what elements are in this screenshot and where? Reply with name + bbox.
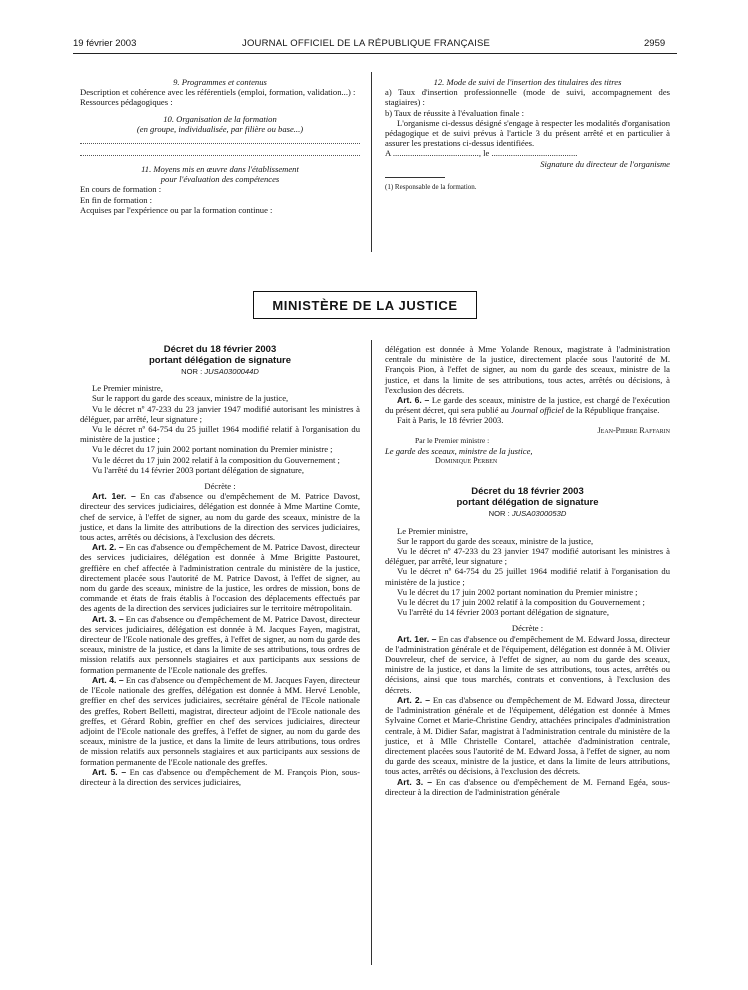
decree-1-article-4: Art. 4. – En cas d'absence ou d'empêchement de M. Jacques Fayen, directeur de l'Ecole nationale des greffes, délégation est donnée à MM. Hervé Lenoble, greffier en chef des services judiciaires, secrétaire général de l'Ecole nationale des greffes, Robert Belletti, magistrat, directeur adjoint de l'Ecole nationale des greffes, et Gérard Robin, greffier en chef des services judiciaires, directeur adjoint de l'Ecole nationale des greffes, à l'effet de signer, au nom du garde des sceaux, ministre de la justice, et dans la limite de leurs attributions, tous ordres de mission relatifs aux personnels stagiaires et aux participants aux sessions de formation permanente de l'Ecole nationale des greffes. [80,674,360,767]
dotted-line [80,146,360,156]
section-9-title: 9. Programmes et contenus [173,77,267,87]
decree-1-article-5: Art. 5. – En cas d'absence ou d'empêchement de M. François Pion, sous-directeur à la direction des services judiciaires, [80,766,360,787]
decree-2-para: Vu le décret du 17 juin 2002 portant nomination du Premier ministre ; [397,586,638,597]
section-11-title: 11. Moyens mis en œuvre dans l'établissement [141,164,299,175]
decree-2-title: Décret du 18 février 2003 [471,486,584,498]
section-11-subtitle: pour l'évaluation des compétences [160,174,280,185]
header-date: 19 février 2003 [73,38,137,49]
ministry-heading: MINISTÈRE DE LA JUSTICE [272,297,458,313]
decree-1-fait: Fait à Paris, le 18 février 2003. [397,415,504,426]
decree-1-nor: NOR : JUSA0300044D [181,367,259,376]
section-12-item-a: a) Taux d'insertion professionnelle (mode de suivi, accompagnement des stagiaires) : [385,87,670,108]
decree-1-para: Vu le décret du 17 juin 2002 portant nomination du Premier ministre ; [92,444,333,455]
place-date-line: A ........................................, le ........................................ [385,148,578,159]
decree-2-column [385,344,670,797]
section-11-line-2: En fin de formation : [80,194,153,205]
decree-1-decrete: Décrète : [204,481,236,492]
decree-1-title: Décret du 18 février 2003 [163,344,277,355]
decree-1-para: Le Premier ministre, [92,383,163,394]
decree-2-para: Le Premier ministre, [397,525,468,536]
decree-1-para: Sur le rapport du garde des sceaux, ministre de la justice, [92,393,289,404]
decree-1-signer: Jean-Pierre Raffarin [597,425,670,435]
decree-1-article-3: Art. 3. – En cas d'absence ou d'empêchement de M. Patrice Davost, directeur des services judiciaires, délégation est donnée à M. Jacques Fayen, magistrat, directeur de l'Ecole nationale des greffes, à l'effet de signer, au nom du garde des sceaux, ministre de la justice, et dans la limite de ses attributions, tous ordres de mission relatifs aux personnels stagiaires et aux participants aux sessions de formation permanente de l'Ecole nationale des greffes. [80,613,360,675]
section-11-line-1: En cours de formation : [80,184,162,195]
decree-2-para: Vu le décret nº 47-233 du 23 janvier 1947 modifié autorisant les ministres à déléguer, par arrêté, leur signature ; [385,546,670,567]
form-right-column [385,77,670,192]
decree-2-nor: NOR : JUSA0300053D [488,509,567,519]
decree-1-para: Vu le décret nº 64-754 du 25 juillet 1964 modifié relatif à l'organisation du ministère de la justice ; [80,424,360,445]
ministry-heading-box [253,291,477,319]
column-divider-body [371,340,372,965]
decree-2-para: Sur le rapport du garde des sceaux, ministre de la justice, [397,535,594,546]
header-rule [73,53,677,54]
decree-1-garde-name: Dominique Perben [435,456,498,466]
decree-1-par: Par le Premier ministre : [415,435,490,445]
decree-1-subtitle: portant délégation de signature [149,355,291,366]
signature-label: Signature du directeur de l'organisme [540,158,670,169]
footnote: (1) Responsable de la formation. [385,182,477,191]
decree-2-article-3: Art. 3. – En cas d'absence ou d'empêchement de M. Fernand Egéa, sous-directeur à la direction de l'administration générale [385,776,670,797]
section-9-line-2: Ressources pédagogiques : [80,97,173,108]
decree-2-para: Vu le décret nº 64-754 du 25 juillet 1964 modifié relatif à l'organisation du ministère de la justice ; [385,566,670,587]
decree-1-article-1: Art. 1er. – En cas d'absence ou d'empêchement de M. Patrice Davost, directeur des services judiciaires, délégation est donnée à Mme Martine Comte, chef de service, à l'effet de signer, au nom du garde des sceaux, ministre de la justice, et dans la limite des attributions de la direction des services judiciaires, tous actes, arrêtés ou décisions, à l'exclusion des décrets. [80,491,360,543]
footnote-rule [385,177,445,178]
column-divider-top [371,72,372,252]
section-10-title: 10. Organisation de la formation [163,113,277,124]
section-9-line-1: Description et cohérence avec les référentiels (emploi, formation, validation...) : [80,87,356,98]
decree-2-article-2: Art. 2. – En cas d'absence ou d'empêchement de M. Edward Jossa, directeur de l'administration générale et de l'équipement, délégation est donnée à Mmes Sylvaine Cornet et Marie-Christine Gendry, attachées principales d'administration centrale, à M. Didier Safar, magistrat à l'administration centrale du ministère de la justice, et à Mlle Christelle Contarel, attachée d'administration centrale, directement placées sous l'autorité de M. Edward Jossa, à l'effet de signer, au nom du garde des sceaux, ministre de la justice, et dans la limite de leurs attributions, tous actes, arrêtés ou décisions, à l'exclusion des décrets. [385,694,670,777]
decree-2-decrete: Décrète : [511,623,544,634]
header-page-number: 2959 [644,38,666,49]
decree-1-para: Vu le décret nº 47-233 du 23 janvier 1947 modifié autorisant les ministres à déléguer, par arrêté, leur signature ; [80,403,360,424]
dotted-line [80,134,360,144]
commitment-paragraph: L'organisme ci-dessus désigné s'engage à respecter les modalités d'organisation pédagogique et de suivi prévus à l'article 3 du présent arrêté et en particulier à assurer les prestations ci-dessus identifiées. [385,117,670,149]
decree-1-column [80,344,360,787]
form-left-column [80,77,360,215]
section-10-subtitle: (en groupe, individualisée, par filière ou base...) [136,123,304,134]
section-12-title: 12. Mode de suivi de l'insertion des titulaires des titres [433,77,622,87]
decree-1-article-2: Art. 2. – En cas d'absence ou d'empêchement de M. Patrice Davost, directeur des services judiciaires, délégation est donnée à Mme Brigitte Pastouret, greffière en chef affectée à l'administration centrale du ministère de la justice, directement placée sous l'autorité de M. Patrice Davost, à l'effet de signer, au nom du garde des sceaux, ministre de la justice, les ordres de mission, bons de commande et états de frais établis à l'occasion des déplacements effectués par des agents de la direction des services judiciaires sur le territoire métropolitain. [80,542,360,614]
decree-1-article-5-continued: délégation est donnée à Mme Yolande Renoux, magistrate à l'administration centrale du ministère de la justice, directement placée sous l'autorité de M. François Pion, à l'effet de signer, au nom du garde des sceaux, ministre de la justice, et dans la limite de ses attributions, tous actes, arrêtés ou décisions, à l'exclusion des décrets. [385,344,670,395]
decree-2-para: Vu l'arrêté du 14 février 2003 portant délégation de signature, [397,607,609,618]
decree-1-article-6: Art. 6. – Le garde des sceaux, ministre de la justice, est chargé de l'exécution du présent décret, qui sera publié au Journal officiel de la République française. [385,395,670,416]
decree-2-article-1: Art. 1er. – En cas d'absence ou d'empêchement de M. Edward Jossa, directeur de l'administration générale et de l'équipement, délégation est donnée à M. Olivier Douvreleur, chef de service, à l'effet de signer, au nom du garde des sceaux, ministre de la justice, et dans la limite de ses attributions, tous actes, arrêtés ou décisions, ainsi que tous marchés, contrats et conventions, à l'exclusion des décrets. [385,633,671,695]
decree-2-para: Vu le décret du 17 juin 2002 relatif à la composition du Gouvernement ; [397,597,645,608]
decree-1-garde: Le garde des sceaux, ministre de la justice, [385,446,533,457]
decree-1-para: Vu l'arrêté du 14 février 2003 portant délégation de signature, [92,464,304,475]
decree-1-para: Vu le décret du 17 juin 2002 relatif à la composition du Gouvernement ; [92,454,340,465]
section-12-item-b: b) Taux de réussite à l'évaluation finale : [385,107,524,118]
header-title: JOURNAL OFFICIEL DE LA RÉPUBLIQUE FRANÇAISE [242,38,491,49]
decree-2-subtitle: portant délégation de signature [456,497,599,509]
section-11-line-3: Acquises par l'expérience ou par la formation continue : [80,204,273,215]
